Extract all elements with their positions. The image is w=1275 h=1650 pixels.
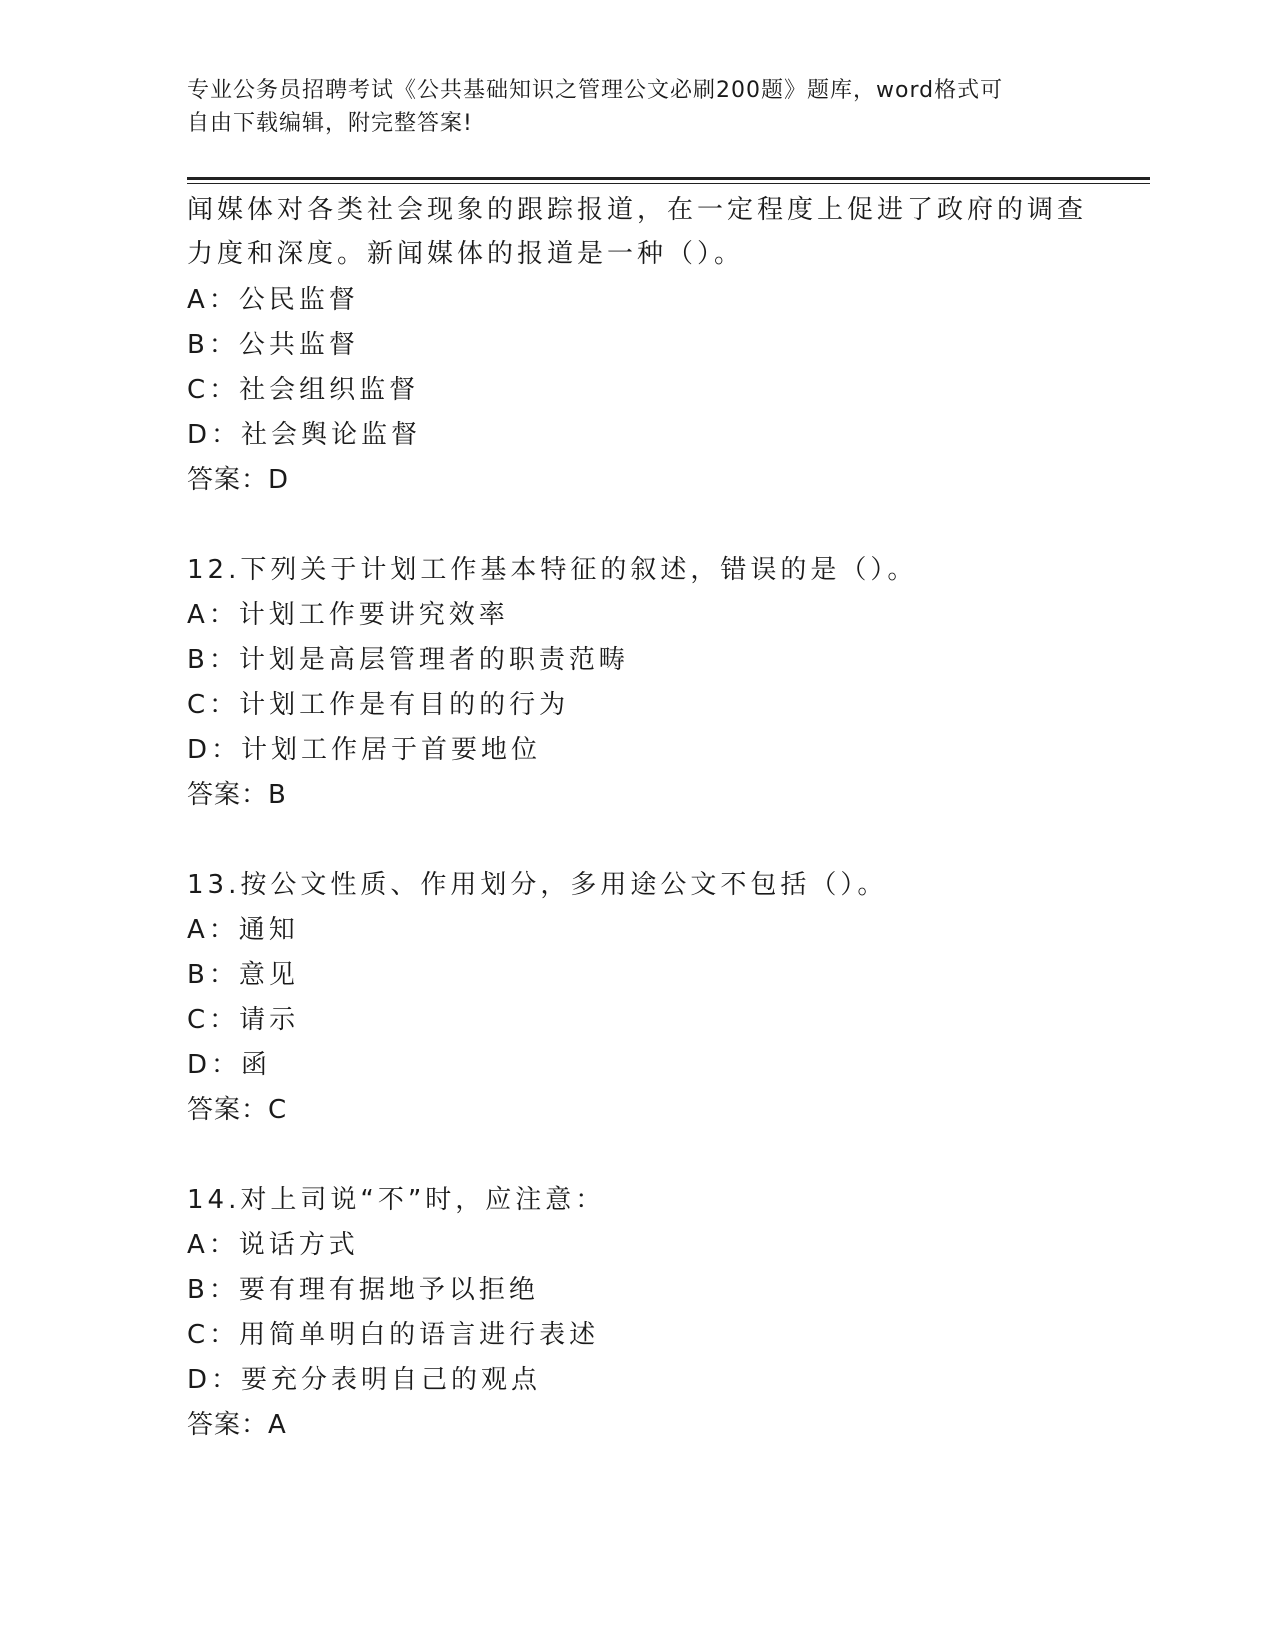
question-14-answer: 答案：A <box>187 1410 287 1440</box>
question-12-option-a: A：计划工作要讲究效率 <box>187 600 509 630</box>
question-13-answer: 答案：C <box>187 1095 288 1125</box>
answer: 答案：D <box>187 465 290 495</box>
question-12-option-b: B：计划是高层管理者的职责范畴 <box>187 645 629 675</box>
option-d: D：社会舆论监督 <box>187 420 422 450</box>
option-b: B：公共监督 <box>187 330 359 360</box>
question-14-text: 14.对上司说“不”时，应注意： <box>187 1185 606 1215</box>
question-12-answer: 答案：B <box>187 780 287 810</box>
question-14-option-a: A：说话方式 <box>187 1230 359 1260</box>
header-line-1: 专业公务员招聘考试《公共基础知识之管理公文必刷200题》题库，word格式可 <box>187 78 1004 103</box>
question-14-option-c: C：用简单明白的语言进行表述 <box>187 1320 600 1350</box>
question-text-continued-line-1: 闻媒体对各类社会现象的跟踪报道，在一定程度上促进了政府的调查 <box>187 195 1088 225</box>
question-13-option-c: C：请示 <box>187 1005 300 1035</box>
question-13-text: 13.按公文性质、作用划分，多用途公文不包括（）。 <box>187 870 888 900</box>
question-13-option-a: A：通知 <box>187 915 299 945</box>
option-a: A：公民监督 <box>187 285 359 315</box>
question-12-option-d: D：计划工作居于首要地位 <box>187 735 542 765</box>
header-line-2: 自由下载编辑，附完整答案! <box>187 111 473 136</box>
question-14-option-d: D：要充分表明自己的观点 <box>187 1365 542 1395</box>
question-text-continued-line-2: 力度和深度。新闻媒体的报道是一种（）。 <box>187 239 745 269</box>
question-12-text: 12.下列关于计划工作基本特征的叙述，错误的是（）。 <box>187 555 918 585</box>
option-c: C：社会组织监督 <box>187 375 420 405</box>
header-divider-thick <box>187 177 1150 180</box>
page-header <box>187 74 1067 140</box>
question-13-option-d: D：函 <box>187 1050 272 1080</box>
header-divider-thin <box>187 183 1150 184</box>
question-14-option-b: B：要有理有据地予以拒绝 <box>187 1275 539 1305</box>
question-13-option-b: B：意见 <box>187 960 299 990</box>
question-12-option-c: C：计划工作是有目的的行为 <box>187 690 570 720</box>
